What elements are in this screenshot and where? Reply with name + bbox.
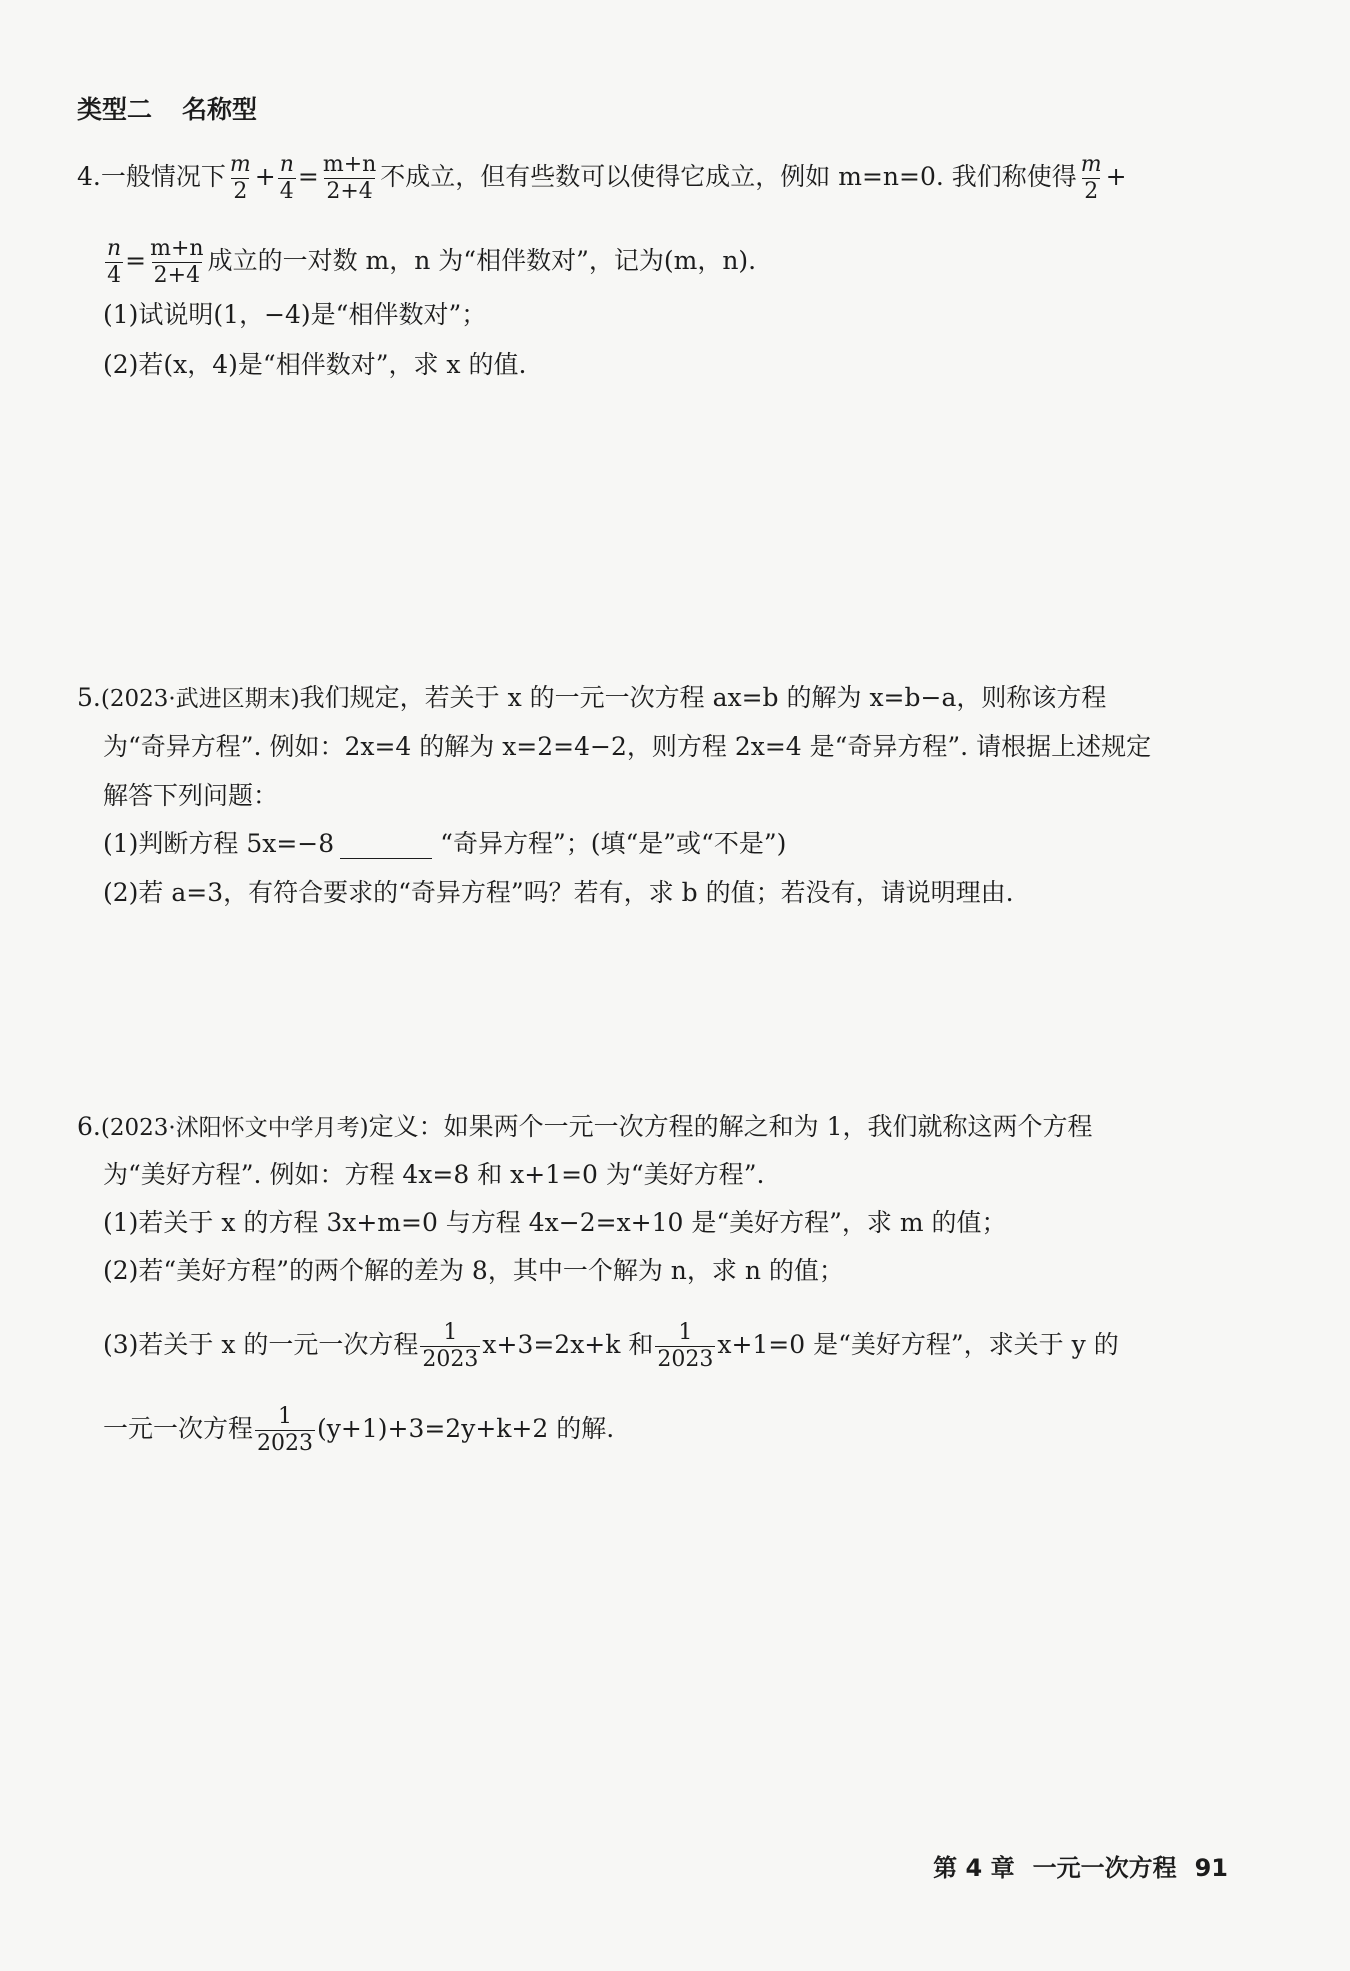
q6-line1 [77, 1112, 1093, 1143]
q6-part1: (1)若关于 x 的方程 3x+m=0 与方程 4x−2=x+10 是“美好方程”，求 m 的值； [103, 1208, 1007, 1237]
plus-sign: + [254, 162, 276, 191]
q6-part3-e: (y+1)+3=2y+k+2 的解. [317, 1414, 615, 1443]
q5-text-1: 我们规定，若关于 x 的一元一次方程 ax=b 的解为 x=b−a，则称该方程 [299, 683, 1107, 712]
fraction-m-over-2: $\frac{m}{2}$ [229, 152, 251, 204]
q4-line2 [103, 236, 756, 289]
equals-sign: = [297, 162, 319, 191]
q6-part3-line1 [103, 1320, 1119, 1373]
q6-part3-line2 [103, 1404, 614, 1457]
q5-line1 [77, 683, 1106, 714]
q4-intro-b: 不成立，但有些数可以使得它成立，例如 m=n=0. 我们称使得 [380, 162, 1077, 191]
chapter-title: 一元一次方程 [1032, 1854, 1177, 1882]
equals-sign-b: = [125, 246, 147, 275]
q5-part1 [103, 829, 786, 859]
fraction-1-over-2023: $\frac{1}{2023}$ [422, 1320, 479, 1372]
q6-line2: 为“美好方程”. 例如：方程 4x=8 和 x+1=0 为“美好方程”. [103, 1160, 765, 1189]
q6-part2: (2)若“美好方程”的两个解的差为 8，其中一个解为 n，求 n 的值； [103, 1256, 844, 1285]
fraction-1-over-2023-c: $\frac{1}{2023}$ [257, 1404, 314, 1456]
q5-line3: 解答下列问题： [103, 781, 279, 810]
q5-source: (2023·武进区期末) [100, 686, 300, 712]
q6-part3-b: x+3=2x+k 和 [482, 1330, 654, 1359]
q6-part3-d: 一元一次方程 [103, 1414, 254, 1443]
q4-part1: (1)试说明(1，−4)是“相伴数对”； [103, 300, 487, 329]
fraction-mn-over-sum-b: $\frac{m+n}{2+4}$ [150, 236, 204, 288]
section-name: 名称型 [182, 95, 258, 124]
chapter-label: 第 4 章 [933, 1854, 1015, 1882]
q5-part1-b: “奇异方程”；(填“是”或“不是”) [440, 829, 787, 858]
fraction-m-over-2-b: $\frac{m}{2}$ [1080, 152, 1102, 204]
q4-number: 4. [77, 162, 101, 191]
answer-blank[interactable] [340, 834, 432, 859]
plus-sign-b: + [1105, 162, 1127, 191]
q5-part1-a: (1)判断方程 5x=−8 [103, 829, 335, 858]
page-number: 91 [1194, 1854, 1228, 1882]
q6-text-1: 定义：如果两个一元一次方程的解之和为 1，我们就称这两个方程 [368, 1112, 1093, 1141]
fraction-n-over-4-b: $\frac{n}{4}$ [107, 236, 122, 288]
q4-intro-a: 一般情况下 [100, 162, 226, 191]
q5-line2: 为“奇异方程”. 例如：2x=4 的解为 x=2=4−2，则方程 2x=4 是“奇异方程”. 请根据上述规定 [103, 732, 1152, 761]
q5-part2: (2)若 a=3，有符合要求的“奇异方程”吗？若有，求 b 的值；若没有，请说明理由. [103, 878, 1014, 907]
fraction-mn-over-sum: $\frac{m+n}{2+4}$ [322, 152, 377, 204]
section-label: 类型二 [77, 95, 153, 124]
q4-line1 [77, 152, 1127, 205]
q6-part3-a: (3)若关于 x 的一元一次方程 [103, 1330, 419, 1359]
q5-number: 5. [77, 683, 101, 712]
q6-number: 6. [77, 1112, 101, 1141]
q6-part3-c: x+1=0 是“美好方程”，求关于 y 的 [717, 1330, 1119, 1359]
section-heading [77, 95, 257, 125]
page-footer [933, 1848, 1228, 1883]
q6-source: (2023·沭阳怀文中学月考) [100, 1115, 369, 1141]
fraction-n-over-4: $\frac{n}{4}$ [279, 152, 294, 204]
q4-intro-c: 成立的一对数 m，n 为“相伴数对”，记为(m，n). [207, 246, 757, 275]
fraction-1-over-2023-b: $\frac{1}{2023}$ [657, 1320, 714, 1372]
q4-part2: (2)若(x，4)是“相伴数对”，求 x 的值. [103, 350, 527, 379]
